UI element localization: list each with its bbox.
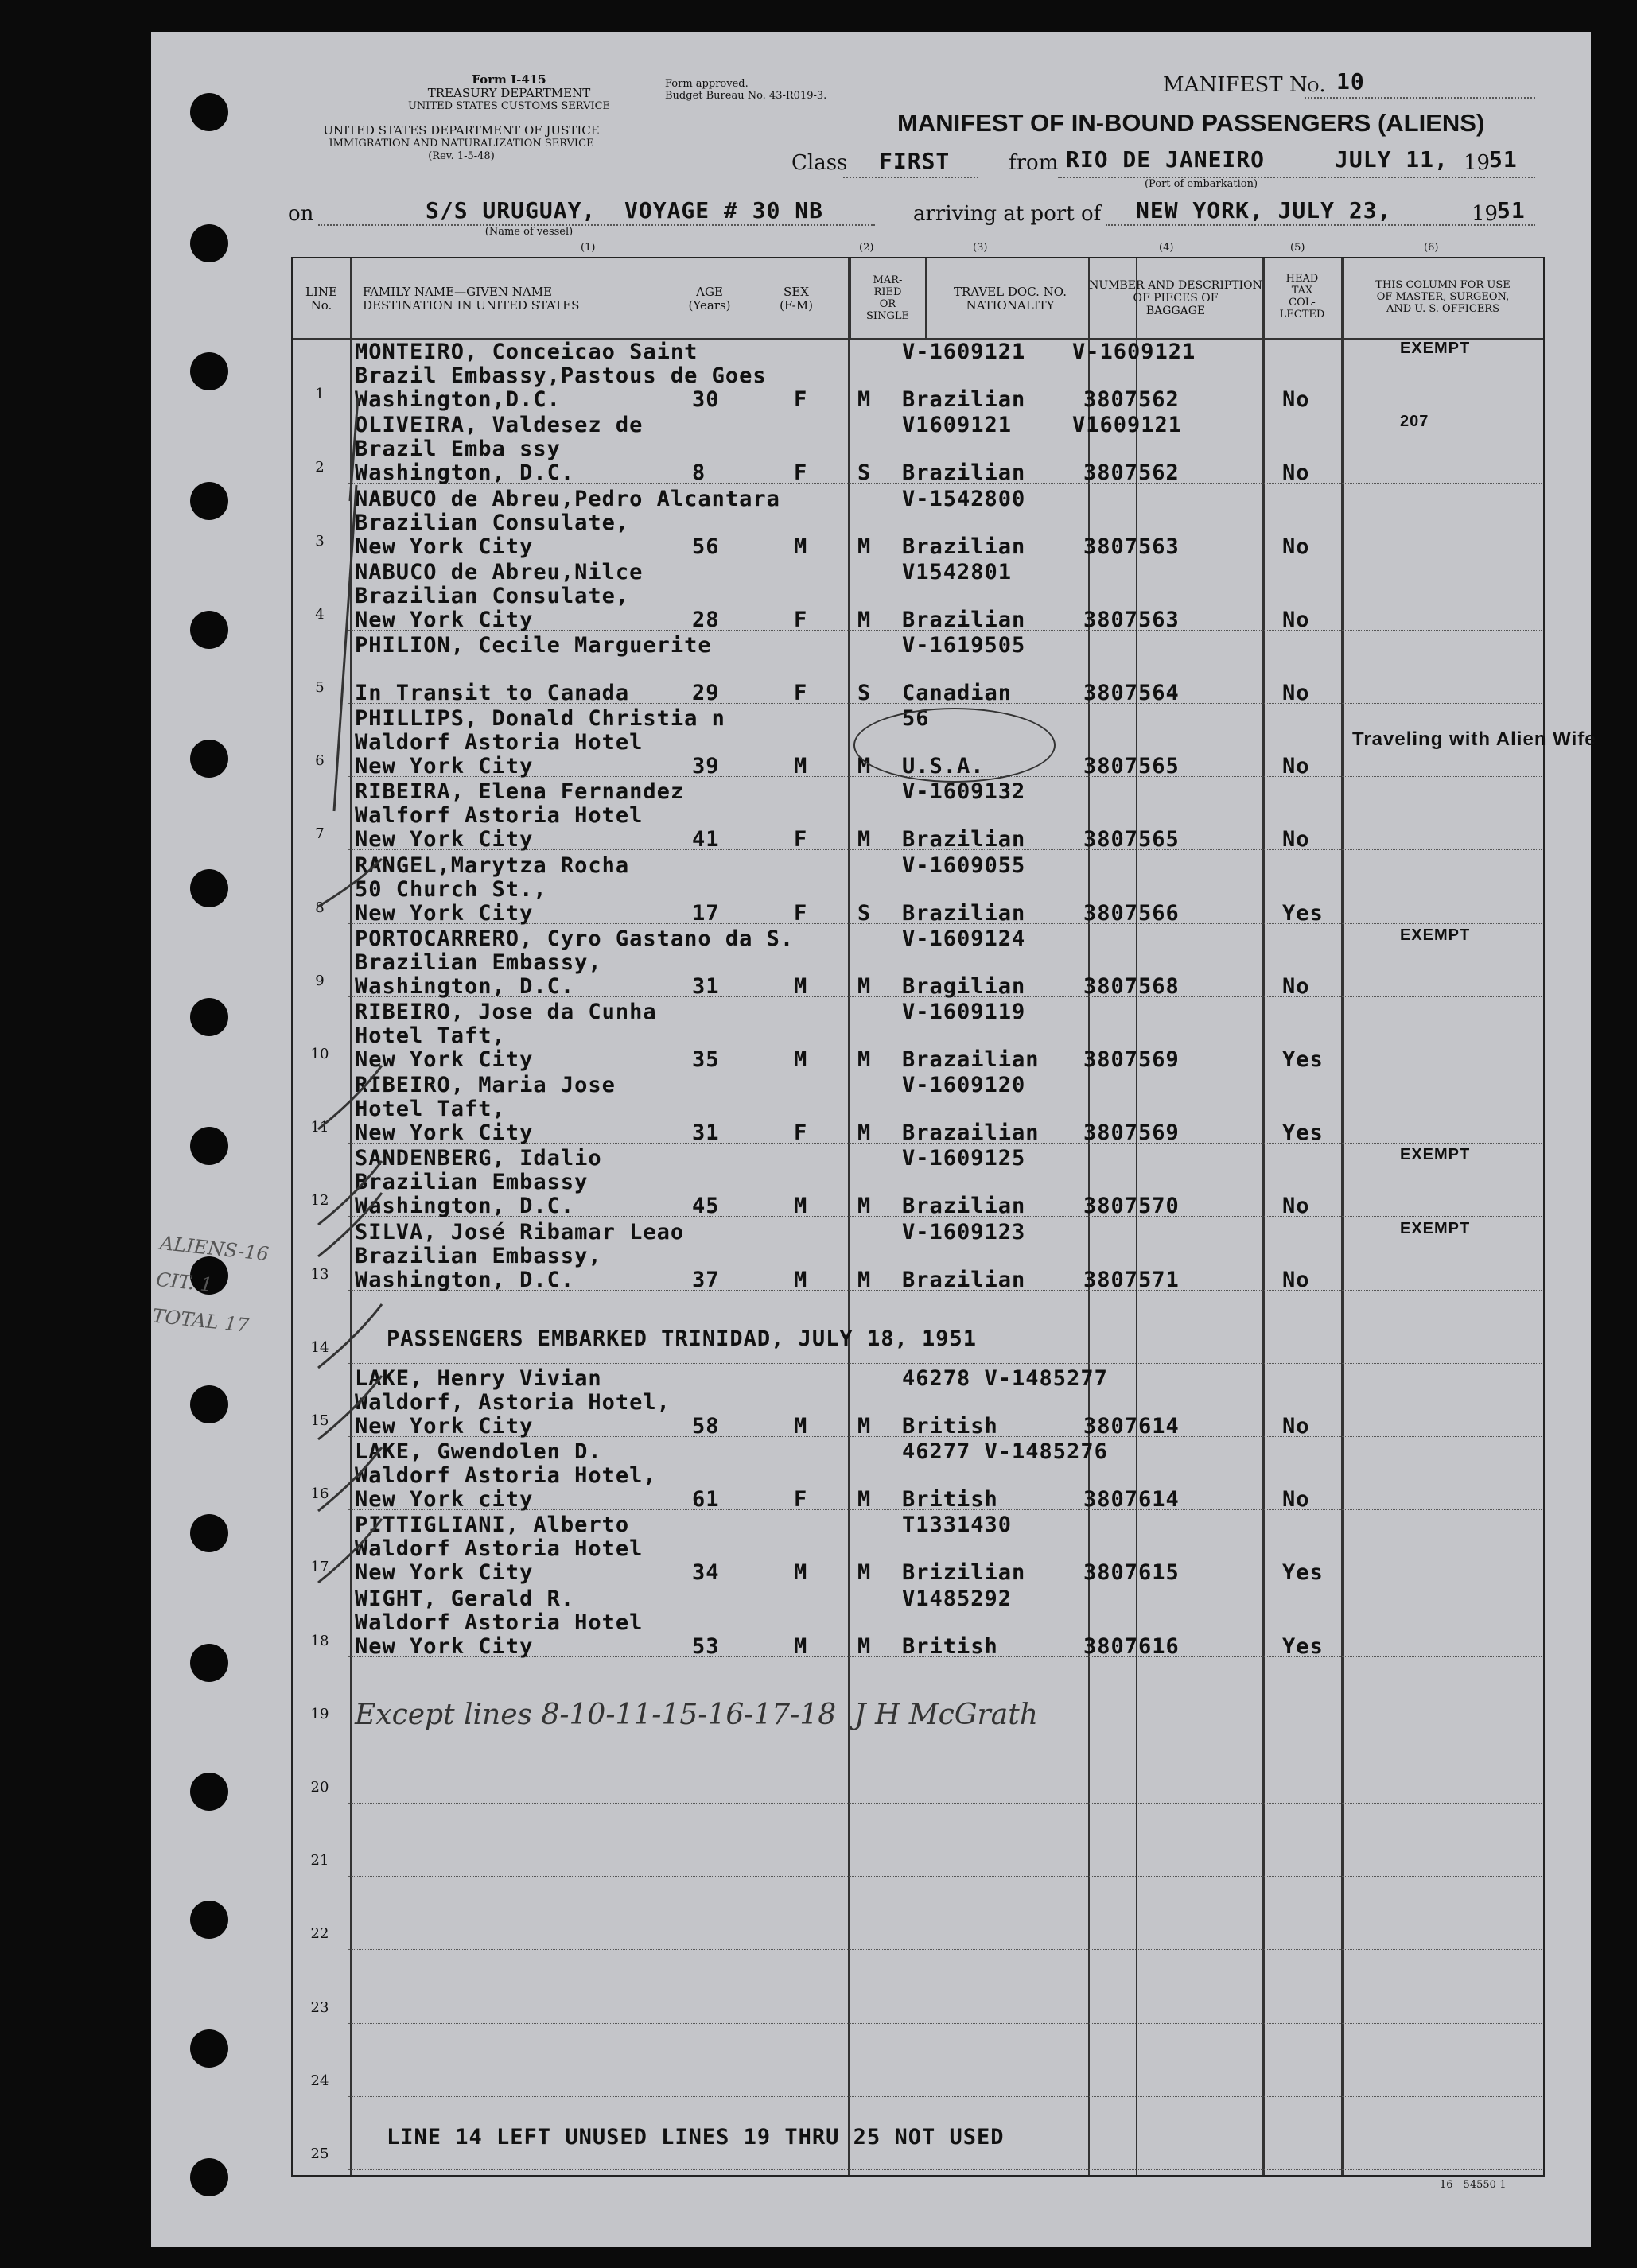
row-travel-doc: V-1609132 [902,779,1026,805]
row-name: SILVA, José Ribamar Leao [355,1219,685,1245]
line-number: 14 [310,1338,329,1356]
row-travel-doc: V-1609124 [902,926,1026,951]
row-head-tax: Yes [1282,1633,1324,1659]
row-nationality: British [902,1414,998,1439]
row-officer-note: EXEMPT [1400,340,1471,358]
col-index-4: (4) [1159,242,1174,254]
row-head-tax: Yes [1282,900,1324,926]
row-head-tax: No [1282,460,1310,486]
row-name: RANGEL,Marytza Rocha [355,852,630,878]
dept-justice: UNITED STATES DEPARTMENT OF JUSTICE [323,123,600,138]
row-travel-doc: V-1609125 [902,1146,1026,1171]
row-dest2: New York City [355,900,534,926]
row-dest1: Waldorf Astoria Hotel [355,1536,644,1562]
row-age: 30 [692,387,720,413]
row-nationality: Brazilian [902,534,1026,559]
manifest-number-label: MANIFEST No. [1163,73,1326,97]
line-number: 2 [315,459,325,476]
row-age: 41 [692,827,720,852]
row-travel-doc: V-1609120 [902,1073,1026,1098]
th-officers: THIS COLUMN FOR USE OF MASTER, SURGEON, AND U. S. OFFICERS [1375,279,1511,315]
vessel-name: S/S URUGUAY, VOYAGE # 30 NB [426,197,824,223]
row-married: M [857,1194,872,1219]
row-sex: M [794,534,808,559]
row-baggage: 3807566 [1083,900,1180,926]
row-name: LAKE, Gwendolen D. [355,1439,602,1465]
row-dest2: In Transit to Canada [355,681,630,705]
row-name: RIBEIRA, Elena Fernandez [355,779,685,805]
punch-hole [190,2029,228,2068]
row-dest1: Waldorf, Astoria Hotel, [355,1390,671,1415]
th-name: FAMILY NAME—GIVEN NAME DESTINATION IN UNITED STATES [363,285,580,313]
row-dest2: Washington, D.C. [355,1194,575,1219]
row-dest2: New York City [355,607,534,632]
line-number: 12 [310,1192,329,1210]
punch-hole [190,1773,228,1811]
budget-bureau: Budget Bureau No. 43-R019-3. [665,90,827,102]
row-age: 31 [692,1120,720,1146]
row-married: S [857,681,872,705]
line-number: 19 [310,1705,329,1722]
row-married: M [857,1414,872,1439]
punch-hole [190,611,228,649]
punch-hole [190,352,228,390]
col-index-3: (3) [973,242,988,254]
row-dest2: New York City [355,1047,534,1072]
row-married: S [857,460,872,486]
row-dest1: Brazilian Consulate, [355,583,630,608]
col-index-2: (2) [859,242,874,254]
punch-hole [190,2158,228,2196]
punch-hole [190,1644,228,1682]
row-head-tax: No [1282,607,1310,632]
class-label: Class [791,151,848,175]
row-dest2: Washington, D.C. [355,973,575,999]
row-age: 58 [692,1414,720,1439]
row-name: PHILLIPS, Donald Christia n [355,706,725,732]
row-baggage: 3807563 [1083,534,1180,559]
class-value: FIRST [879,148,951,174]
row-nationality: Canadian [902,681,1013,705]
row-name: PORTOCARRERO, Cyro Gastano da S. [355,926,795,951]
arrival-port: NEW YORK, JULY 23, [1136,197,1392,223]
on-label: on [288,202,314,226]
row-travel-doc: V-1619505 [902,633,1026,658]
row-name: NABUCO de Abreu,Pedro Alcantara [355,486,780,511]
line-number: 9 [315,972,325,989]
th-travel-doc: TRAVEL DOC. NO. NATIONALITY [953,285,1067,313]
row-baggage: 3807562 [1083,387,1180,413]
line-number: 13 [310,1265,329,1283]
arrival-year: 51 [1497,197,1526,223]
row-dest2: New York City [355,1414,534,1439]
row-head-tax: No [1282,681,1310,705]
row-separator [348,2169,1542,2170]
row-nationality: Bragilian [902,973,1026,999]
row-dest1: 50 Church St., [355,876,547,902]
punch-hole [190,93,228,131]
row-travel-doc: 46277 V-1485276 [902,1439,1108,1465]
punch-hole [190,869,228,907]
row-sex: F [794,681,808,705]
row-separator [348,1876,1542,1877]
punch-hole [190,1385,228,1423]
row-officer-note: 207 [1400,413,1429,431]
row-married: M [857,1120,872,1146]
row-head-tax: Yes [1282,1560,1324,1586]
line-number: 3 [315,532,325,550]
punch-hole [190,1901,228,1939]
row-dest1: Brazilian Consulate, [355,510,630,535]
line-number: 22 [310,1925,329,1943]
row-head-tax: No [1282,973,1310,999]
row-separator [348,1949,1542,1950]
row-travel-doc: V-1609123 [902,1219,1026,1245]
row-age: 8 [692,460,706,486]
row-travel-doc: V1485292 [902,1586,1013,1611]
row-baggage: 3807568 [1083,973,1180,999]
line-number: 15 [310,1412,329,1429]
row-head-tax: No [1282,1487,1310,1513]
row-baggage: 3807570 [1083,1194,1180,1219]
row-baggage-doc: V-1609121 [1072,340,1196,365]
row-baggage: 3807569 [1083,1120,1180,1146]
row-married: M [857,1487,872,1513]
row-dest2: New York City [355,754,534,779]
row-name: PHILION, Cecile Marguerite [355,633,712,658]
ins-service: IMMIGRATION AND NATURALIZATION SERVICE [329,138,594,150]
row-dest2: New York City [355,1560,534,1586]
row-married: M [857,1267,872,1292]
th-line-no: LINE No. [305,285,337,313]
punch-hole [190,482,228,520]
arriving-label: arriving at port of [913,202,1102,226]
row-married: S [857,900,872,926]
row-dest1: Brazil Embassy,Pastous de Goes [355,363,767,389]
line-number: 5 [315,679,325,696]
circle-mark [853,708,1056,783]
row-officer-note: EXEMPT [1400,1219,1471,1237]
row-head-tax: No [1282,827,1310,852]
row-travel-doc: V1542801 [902,559,1013,584]
row-baggage: 3807565 [1083,827,1180,852]
row-officer-note: EXEMPT [1400,926,1471,944]
row-nationality: Brazilian [902,460,1026,486]
punch-hole [190,1127,228,1165]
row-sex: M [794,973,808,999]
row-dest2: New York City [355,827,534,852]
row-nationality: Brizilian [902,1560,1026,1586]
line-number: 6 [315,752,325,770]
th-head-tax: HEAD TAX COL- LECTED [1279,273,1325,320]
row-head-tax: No [1282,1414,1310,1439]
check-marks [286,334,700,1686]
dept-treasury: TREASURY DEPARTMENT [427,86,591,100]
row-sex: F [794,900,808,926]
row-age: 56 [692,534,720,559]
rule [1305,97,1535,99]
row-name: LAKE, Henry Vivian [355,1366,602,1391]
row-nationality: Brazilian [902,900,1026,926]
from-year-prefix: 19 [1464,151,1491,175]
line-number: 7 [315,825,325,843]
row-baggage: 3807615 [1083,1560,1180,1586]
row-dest1: Waldorf Astoria Hotel [355,1610,644,1635]
row-baggage: 3807571 [1083,1267,1180,1292]
row-nationality: Brazilian [902,1194,1026,1219]
row-baggage: 3807562 [1083,460,1180,486]
customs-service: UNITED STATES CUSTOMS SERVICE [407,100,611,112]
row-separator [348,2023,1542,2024]
row-age: 17 [692,900,720,926]
row-age: 53 [692,1633,720,1659]
from-value: RIO DE JANEIRO [1066,146,1266,173]
row-married: M [857,827,872,852]
line-number: 10 [310,1046,329,1062]
row-name: WIGHT, Gerald R. [355,1586,575,1611]
row-sex: F [794,1120,808,1146]
th-baggage: NUMBER AND DESCRIPTION OF PIECES OF BAGGAGE [1089,279,1262,317]
row-nationality: British [902,1633,998,1659]
line14-text: PASSENGERS EMBARKED TRINIDAD, JULY 18, 1951 [387,1326,977,1351]
row-travel-doc: V1609121 [902,413,1013,438]
col-index-6: (6) [1424,242,1439,254]
row-name: OLIVEIRA, Valdesez de [355,413,644,438]
row-travel-doc: V-1609121 [902,340,1026,365]
row-name: PITTIGLIANI, Alberto [355,1513,630,1538]
row-nationality: Brazilian [902,387,1026,413]
row-married: M [857,1633,872,1659]
row-name: NABUCO de Abreu,Nilce [355,559,644,584]
th-age: AGE (Years) [688,285,731,313]
row-head-tax: No [1282,754,1310,779]
row-travel-doc: 56 [902,706,930,732]
row-dest2: Washington, D.C. [355,460,575,486]
line-number: 8 [315,899,325,916]
line19-handwriting: Except lines 8-10-11-15-16-17-18 J H McGrath [355,1699,1038,1731]
row-sex: M [794,1194,808,1219]
row-dest2: Washington, D.C. [355,1267,575,1292]
footer-note: LINE 14 LEFT UNUSED LINES 19 THRU 25 NOT USED [387,2125,1005,2150]
row-married: M [857,534,872,559]
punch-hole [190,998,228,1036]
row-age: 34 [692,1560,720,1586]
row-head-tax: No [1282,1194,1310,1219]
from-label: from [1009,151,1059,175]
col-index-1: (1) [581,242,596,254]
row-name: RIBEIRO, Jose da Cunha [355,1000,657,1024]
row-nationality: Brazailian [902,1047,1040,1072]
row-baggage: 3807614 [1083,1414,1180,1439]
row-travel-doc: V-1609055 [902,852,1026,878]
row-travel-doc: 46278 V-1485277 [902,1366,1108,1391]
from-year: 51 [1489,146,1518,173]
row-sex: M [794,1414,808,1439]
row-baggage: 3807563 [1083,607,1180,632]
row-married: M [857,1560,872,1586]
row-dest1: Brazilian Embassy, [355,950,602,975]
line-number: 23 [310,1998,329,2016]
row-head-tax: No [1282,387,1310,413]
row-officer-note: Traveling with Alien Wife [1352,728,1596,751]
row-dest1: Walforf Astoria Hotel [355,803,644,829]
row-nationality: Brazailian [902,1120,1040,1146]
line-number: 11 [310,1119,329,1136]
row-nationality: Brazilian [902,607,1026,632]
row-baggage-doc: V1609121 [1072,413,1183,438]
row-age: 37 [692,1267,720,1292]
print-code: 16—54550-1 [1440,2179,1507,2191]
row-sex: M [794,1047,808,1072]
row-dest2: New York City [355,1633,534,1659]
row-married: M [857,607,872,632]
row-baggage: 3807565 [1083,754,1180,779]
port-embark-note: (Port of embarkation) [1144,178,1258,190]
row-nationality: U.S.A. [902,754,985,779]
row-travel-doc: V-1609119 [902,1000,1026,1024]
row-age: 31 [692,973,720,999]
row-dest2: New York city [355,1487,534,1513]
row-sex: M [794,1633,808,1659]
row-dest1: Hotel Taft, [355,1023,506,1048]
row-sex: M [794,1267,808,1292]
rule [843,177,978,178]
row-baggage: 3807616 [1083,1633,1180,1659]
row-name: MONTEIRO, Conceicao Saint [355,340,698,365]
row-married: M [857,973,872,999]
row-sex: M [794,1560,808,1586]
row-age: 61 [692,1487,720,1513]
row-age: 28 [692,607,720,632]
row-head-tax: No [1282,1267,1310,1292]
row-officer-note: EXEMPT [1400,1146,1471,1164]
row-age: 35 [692,1047,720,1072]
margin-note: ALIENS-16 CIT. 1 TOTAL 17 [151,1231,270,1338]
row-dest1: Brazilian Embassy [355,1170,589,1195]
row-married: M [857,387,872,413]
row-sex: F [794,607,808,632]
line-number: 17 [310,1559,329,1576]
row-nationality: British [902,1487,998,1513]
row-dest2: New York City [355,534,534,559]
punch-hole [190,1514,228,1552]
row-baggage: 3807564 [1083,681,1180,705]
row-separator [348,1803,1542,1804]
line-number: 24 [310,2072,329,2089]
row-travel-doc: V-1542800 [902,486,1026,511]
row-age: 45 [692,1194,720,1219]
line-number: 16 [310,1485,329,1503]
line-number: 18 [310,1632,329,1649]
row-name: SANDENBERG, Idalio [355,1146,602,1171]
row-travel-doc: T1331430 [902,1513,1013,1538]
vessel-note: (Name of vessel) [484,226,574,238]
row-nationality: Brazilian [902,827,1026,852]
row-married: M [857,754,872,779]
row-married: M [857,1047,872,1072]
form-id: Form I-415 [472,72,546,87]
th-married: MAR- RIED OR SINGLE [866,274,909,322]
row-dest2: Washington,D.C. [355,387,561,413]
line-number: 20 [310,1779,329,1796]
row-head-tax: Yes [1282,1120,1324,1146]
row-sex: F [794,827,808,852]
row-age: 29 [692,681,720,705]
row-sex: F [794,460,808,486]
line-number: 4 [315,605,325,623]
row-head-tax: Yes [1282,1047,1324,1072]
row-dest1: Hotel Taft, [355,1097,506,1122]
rule [1106,224,1535,226]
row-dest1: Brazil Emba ssy [355,437,561,462]
arrival-year-prefix: 19 [1472,202,1499,226]
row-dest1: Waldorf Astoria Hotel [355,730,644,755]
row-nationality: Brazilian [902,1267,1026,1292]
row-sex: F [794,387,808,413]
th-sex: SEX (F-M) [780,285,813,313]
row-dest1: Waldorf Astoria Hotel, [355,1463,657,1489]
row-head-tax: No [1282,534,1310,559]
row-sex: F [794,1487,808,1513]
row-name: RIBEIRO, Maria Jose [355,1073,616,1098]
line-number: 1 [315,386,325,403]
row-dest2: New York City [355,1120,534,1146]
row-age: 39 [692,754,720,779]
manifest-number: 10 [1336,68,1365,95]
line-number: 21 [310,1852,329,1870]
row-baggage: 3807569 [1083,1047,1180,1072]
row-baggage: 3807614 [1083,1487,1180,1513]
row-separator [348,2096,1542,2097]
row-dest1: Brazilian Embassy, [355,1243,602,1268]
col-index-5: (5) [1290,242,1305,254]
punch-hole [190,740,228,778]
line-number: 25 [310,2146,329,2162]
rev-date: (Rev. 1-5-48) [428,150,495,162]
punch-hole [190,224,228,262]
row-sex: M [794,754,808,779]
from-date: JULY 11, [1335,146,1448,173]
form-approved: Form approved. [665,78,749,90]
manifest-title: MANIFEST OF IN-BOUND PASSENGERS (ALIENS) [897,109,1485,137]
